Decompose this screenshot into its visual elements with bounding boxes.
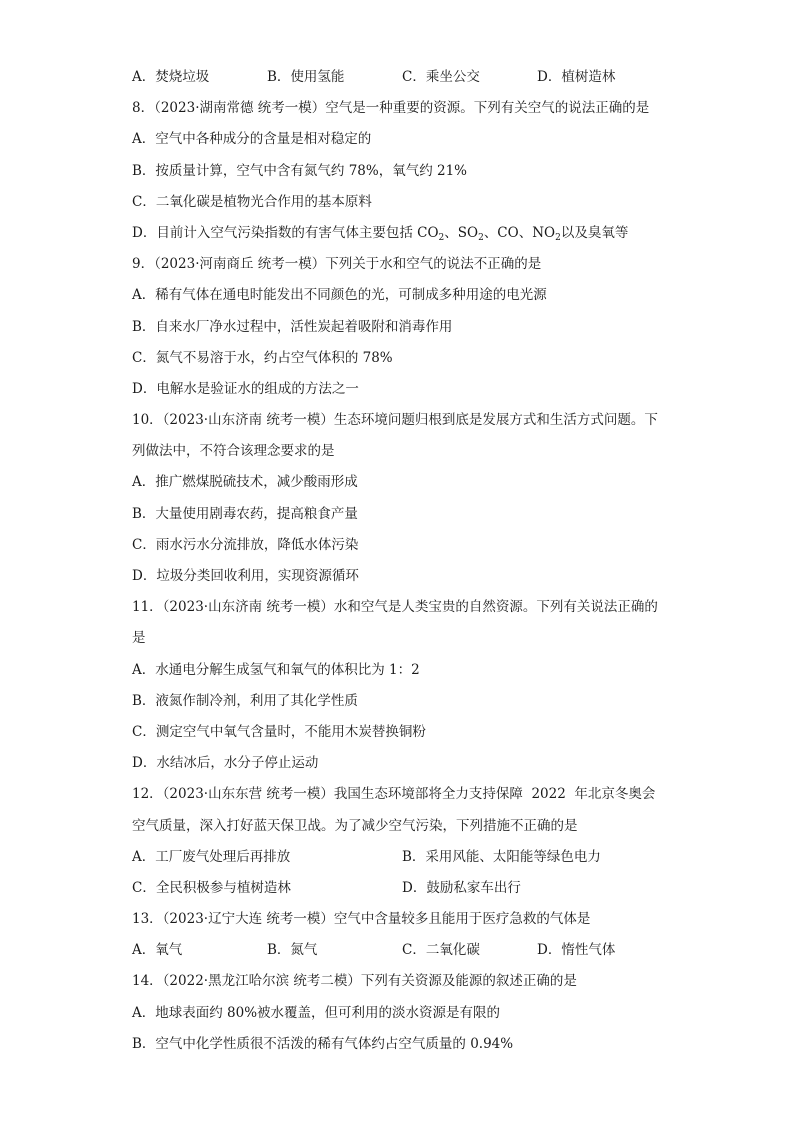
q13-option-c: C．二氧化碳 xyxy=(402,942,480,959)
q7-options xyxy=(132,62,672,93)
subscript: 2 xyxy=(478,232,484,243)
q9-option-a: A．稀有气体在通电时能发出不同颜色的光，可制成多种用途的电光源 xyxy=(132,287,547,304)
q7-option-a: A．焚烧垃圾 xyxy=(132,69,210,85)
q11-option-b: B．液氮作制冷剂，利用了其化学性质 xyxy=(132,692,358,709)
q10-option-d: D．垃圾分类回收利用，实现资源循环 xyxy=(132,568,359,584)
q7-option-c: C．乘坐公交 xyxy=(402,69,480,85)
q12-options-row2 xyxy=(132,873,672,904)
q9-option-d: D．电解水是验证水的组成的方法之一 xyxy=(132,380,359,397)
q11-stem-line2: 是 xyxy=(132,630,146,647)
q14-option-a: A．地球表面约 80%被水覆盖，但可利用的淡水资源是有限的 xyxy=(132,1004,501,1021)
q13-option-b: B．氮气 xyxy=(267,942,318,959)
q12-option-a: A．工厂废气处理后再排放 xyxy=(132,848,291,865)
q13-stem: 13．（2023·辽宁大连 统考一模）空气中含量较多且能用于医疗急救的气体是 xyxy=(132,911,591,928)
q7-option-d: D．植树造林 xyxy=(537,69,616,85)
q13-option-a: A．氧气 xyxy=(132,942,183,959)
subscript: 2 xyxy=(438,232,445,243)
q8-option-d-text: 、CO、NO xyxy=(483,224,556,241)
q13-options xyxy=(132,935,672,966)
question-list xyxy=(132,62,672,1060)
q12-stem-line1: 12．（2023·山东东营 统考一模）我国生态环境部将全力支持保障 2022 年北京冬奥会 xyxy=(132,786,656,803)
q14-option-b: B．空气中化学性质很不活泼的稀有气体约占空气质量的 0.94% xyxy=(132,1035,514,1052)
q8-option-d-text: 、SO xyxy=(444,224,479,241)
q11-option-c: C．测定空气中氧气含量时，不能用木炭替换铜粉 xyxy=(132,723,426,740)
q13-option-d: D．惰性气体 xyxy=(537,942,616,959)
q14-stem: 14．（2022·黑龙江哈尔滨 统考二模）下列有关资源及能源的叙述正确的是 xyxy=(132,973,577,990)
q9-stem: 9．（2023·河南商丘 统考一模）下列关于水和空气的说法不正确的是 xyxy=(132,256,542,273)
q10-option-b: B．大量使用剧毒农药，提高粮食产量 xyxy=(132,505,358,522)
q8-option-a: A．空气中各种成分的含量是相对稳定的 xyxy=(132,131,372,148)
q8-option-d-text: 以及臭氧等 xyxy=(560,224,629,241)
q10-stem-line1: 10．（2023·山东济南 统考一模）生态环境问题归根到底是发展方式和生活方式问题。下 xyxy=(132,412,658,429)
q9-option-b: B．自来水厂净水过程中，活性炭起着吸附和消毒作用 xyxy=(132,318,453,335)
q11-option-a: A．水通电分解生成氢气和氧气的体积比为 1：2 xyxy=(132,661,420,678)
q8-option-d xyxy=(132,218,672,249)
subscript: 2 xyxy=(555,232,561,243)
q10-option-a: A．推广燃煤脱硫技术，减少酸雨形成 xyxy=(132,474,358,491)
q12-option-c: C．全民积极参与植树造林 xyxy=(132,879,291,896)
q8-option-d-text: D．目前计入空气污染指数的有害气体主要包括 CO xyxy=(132,224,439,241)
q11-option-d: D．水结冰后，水分子停止运动 xyxy=(132,755,319,772)
q11-stem-line1: 11．（2023·山东济南 统考一模）水和空气是人类宝贵的自然资源。下列有关说法正确的 xyxy=(132,599,658,616)
q12-stem-line2: 空气质量，深入打好蓝天保卫战。为了减少空气污染，下列措施不正确的是 xyxy=(132,817,578,834)
q10-option-c: C．雨水污水分流排放，降低水体污染 xyxy=(132,536,359,553)
q8-option-c: C．二氧化碳是植物光合作用的基本原料 xyxy=(132,193,372,210)
q7-option-b: B．使用氢能 xyxy=(267,69,345,85)
q8-stem: 8．（2023·湖南常德 统考一模）空气是一种重要的资源。下列有关空气的说法正确的是 xyxy=(132,100,650,117)
q10-stem-line2: 列做法中，不符合该理念要求的是 xyxy=(132,443,335,460)
q9-option-c: C．氮气不易溶于水，约占空气体积的 78% xyxy=(132,349,393,366)
q12-option-b: B．采用风能、太阳能等绿色电力 xyxy=(402,848,601,865)
q12-option-d: D．鼓励私家车出行 xyxy=(402,879,521,896)
q12-options-row1 xyxy=(132,842,672,873)
q8-option-b: B．按质量计算，空气中含有氮气约 78%，氧气约 21% xyxy=(132,162,468,179)
